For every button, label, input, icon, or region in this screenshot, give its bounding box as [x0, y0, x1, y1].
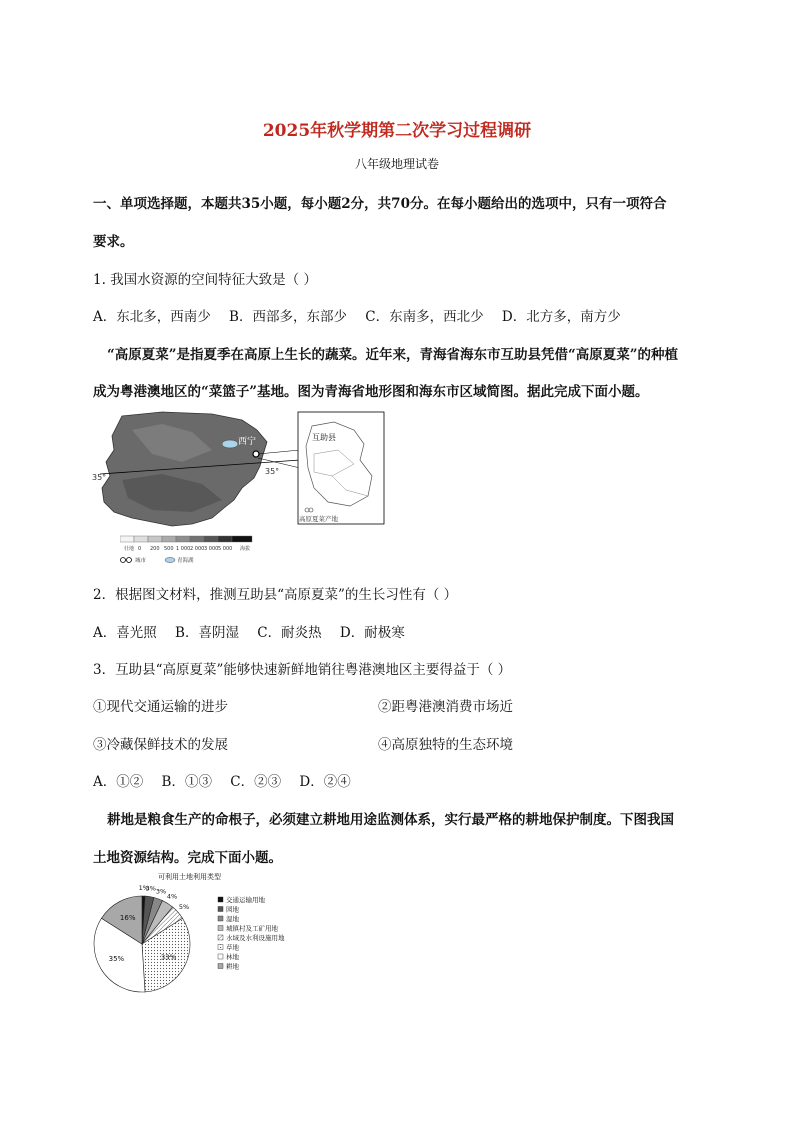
legend-swatch-4: [218, 926, 223, 931]
lake-legend-icon: [165, 558, 175, 563]
legend-swatch-3: [218, 916, 223, 921]
q2-option-d[interactable]: D．耐极寒: [339, 625, 405, 641]
qinghai-lake: [222, 440, 238, 448]
legend-swatch-7: [218, 954, 223, 959]
question-1-options: [93, 305, 635, 325]
pie-data-label-2: 3%: [145, 884, 156, 893]
latitude-label-right: 35°: [265, 467, 280, 476]
scale-label-8: 海拔: [240, 546, 251, 552]
legend-label-4: 城镇村及工矿用地: [226, 924, 278, 933]
legend-lake-label: 青海湖: [177, 558, 194, 564]
legend-swatch-8: [218, 964, 223, 969]
legend-label-3: 湿地: [226, 915, 239, 923]
scale-label-6: 3 000: [204, 546, 219, 552]
pie-data-label-3: 3%: [155, 887, 167, 896]
legend-swatch-6: [218, 945, 223, 950]
legend-label-8: 耕地: [226, 962, 239, 971]
pie-data-label-1: 1%: [138, 884, 149, 892]
q3-item-3: ③冷藏保鲜技术的发展: [93, 737, 228, 753]
scale-label-3: 500: [164, 546, 174, 552]
section-heading-line2: 要求。: [93, 234, 134, 250]
page-title: 2025年秋学期第二次学习过程调研: [262, 121, 532, 141]
q3-item-4: ④高原独特的生态环境: [378, 737, 513, 753]
city-label: 西宁: [238, 437, 257, 447]
legend-swatch-1: [218, 897, 223, 902]
q3-item-2: ②距粤港澳消费市场近: [378, 699, 513, 715]
question-3-options: [93, 770, 365, 790]
city-legend-icon: [121, 558, 126, 563]
passage-2-line1: 耕地是粮食生产的命根子，必须建立耕地用途监测体系，实行最严格的耕地保护制度。下图我国: [107, 812, 674, 828]
q3-option-c[interactable]: C．②③: [230, 774, 282, 790]
question-2-options: [93, 621, 419, 641]
inset-title: 互助县: [312, 433, 336, 442]
pie-data-label-8: 16%: [119, 913, 136, 922]
q3-item-1: ①现代交通运输的进步: [93, 699, 228, 715]
q3-option-d[interactable]: D．②④: [299, 774, 351, 790]
scale-label-7: 5 000: [218, 546, 233, 552]
question-3-stem: 3．互助县“高原夏菜”能够快速新鲜地销往粤港澳地区主要得益于（ ）: [93, 662, 512, 678]
passage-1-line2: 成为粤港澳地区的“菜篮子”基地。图为青海省地形图和海东市区域简图。据此完成下面小题。: [93, 384, 649, 400]
question-1-stem: 1. 我国水资源的空间特征大致是（ ）: [93, 272, 317, 288]
q1-option-c[interactable]: C．东南多，西北少: [365, 309, 484, 325]
scale-label-5: 2 000: [190, 546, 205, 552]
legend-label-1: 交通运输用地: [226, 896, 265, 904]
latitude-label-left: 35°: [92, 473, 107, 482]
passage-2-line2: 土地资源结构。完成下面小题。: [93, 850, 282, 866]
pie-data-label-4: 4%: [166, 892, 178, 901]
elevation-scale-legend: [120, 534, 265, 570]
legend-city-label: 城市: [135, 558, 147, 564]
scale-label-1: 0: [138, 546, 142, 552]
passage-1-line1: “高原夏菜”是指夏季在高原上生长的蔬菜。近年来，青海省海东市互助县凭借“高原夏菜”的种植: [107, 347, 679, 363]
q2-option-c[interactable]: C．耐炎热: [257, 625, 322, 641]
scale-label-4: 1 000: [176, 546, 191, 552]
legend-swatch-5: [218, 935, 223, 940]
q2-option-a[interactable]: A．喜光照: [93, 625, 157, 641]
q1-option-a[interactable]: A．东北多，西南少: [93, 309, 211, 325]
q3-option-a[interactable]: A．①②: [93, 774, 144, 790]
chart-title: 可利用土地利用类型: [158, 873, 221, 881]
page-subtitle: 八年级地理试卷: [354, 157, 439, 171]
pie-data-label-7: 35%: [108, 955, 125, 964]
scale-label-0: 壮地: [124, 546, 135, 552]
q1-option-d[interactable]: D．北方多，南方少: [501, 309, 621, 325]
legend-label-2: 园地: [226, 905, 239, 914]
legend-label-6: 草地: [226, 943, 239, 952]
q2-option-b[interactable]: B．喜阴湿: [175, 625, 239, 641]
question-2-stem: 2．根据图文材料，推测互助县“高原夏菜”的生长习性有（ ）: [93, 587, 458, 603]
pie-data-label-5: 5%: [178, 903, 190, 911]
legend-label-5: 水域及水利设施用地: [226, 934, 285, 942]
land-use-pie-chart: [90, 868, 350, 993]
scale-label-2: 200: [150, 546, 160, 552]
q1-option-b[interactable]: B．西部多，东部少: [229, 309, 347, 325]
q3-option-b[interactable]: B．①③: [161, 774, 212, 790]
legend-label-7: 林地: [226, 953, 239, 961]
legend-swatch-2: [218, 907, 223, 912]
section-heading-line1: 一、单项选择题，本题共35小题，每小题2分，共70分。在每小题给出的选项中，只有一项符合: [93, 196, 667, 212]
inset-legend: 高原夏菜产地: [299, 515, 338, 523]
pie-data-label-6: 33%: [160, 953, 177, 962]
